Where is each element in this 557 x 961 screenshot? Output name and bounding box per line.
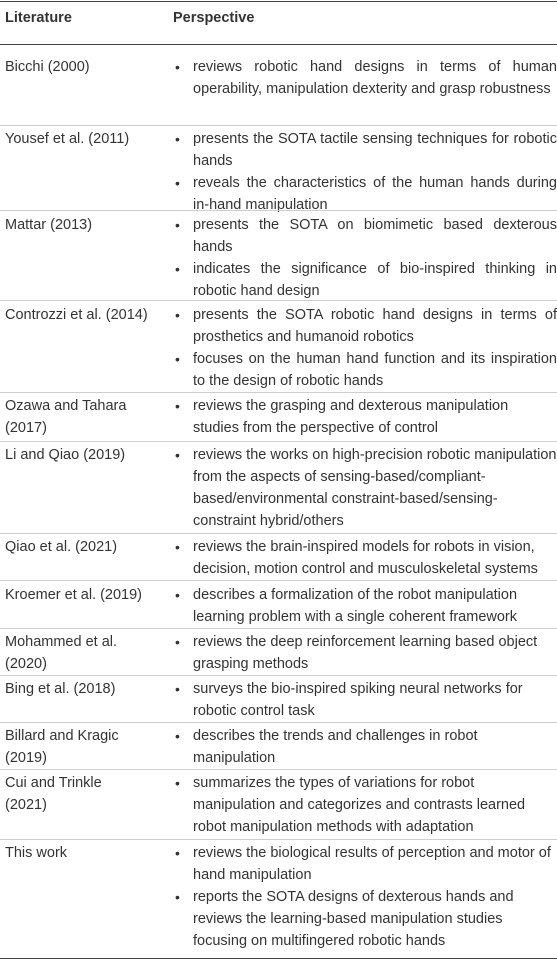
table-row-literature: Ozawa and Tahara (2017) [5, 398, 127, 436]
header-literature: Literature [5, 10, 72, 26]
list-item: • summarizes the types of variations for robot manipulation and categorizes and contrasts learned robot manipulation methods with adaptation [175, 775, 526, 835]
table-row-perspective [173, 56, 557, 100]
table-row-perspective [173, 772, 557, 838]
table-row-literature: Mattar (2013) [5, 217, 93, 233]
list-item: • presents the SOTA tactile sensing techniques for robotic hands [175, 131, 557, 169]
list-item: • reviews the biological results of perception and motor of hand manipulation [175, 845, 551, 883]
row-divider [0, 441, 557, 442]
table-row-perspective [173, 304, 557, 392]
row-divider [0, 210, 557, 211]
table-row-perspective [173, 725, 557, 769]
table-row-literature: This work [5, 845, 68, 861]
table-row-literature: Yousef et al. (2011) [5, 131, 130, 147]
header-perspective: Perspective [173, 10, 255, 26]
table-row-perspective [173, 631, 557, 675]
table-row-literature: Qiao et al. (2021) [5, 539, 118, 555]
list-item: • presents the SOTA robotic hand designs in terms of prosthetics and humanoid robotics [175, 307, 557, 345]
table-header-rule [0, 44, 557, 45]
list-item: • describes a formalization of the robot manipulation learning problem with a single coherent framework [175, 587, 518, 625]
table-row-perspective [173, 536, 557, 580]
list-item: • indicates the significance of bio-inspired thinking in robotic hand design [175, 261, 557, 299]
list-item: • focuses on the human hand function and its inspiration to the design of robotic hands [175, 351, 557, 389]
table-row-literature: Mohammed et al. (2020) [5, 634, 118, 672]
list-item: • describes the trends and challenges in robot manipulation [175, 728, 478, 766]
row-divider [0, 300, 557, 301]
list-item: • reports the SOTA designs of dexterous hands and reviews the learning-based manipulation studies focusing on multifingered robotic hands [175, 889, 514, 949]
row-divider [0, 839, 557, 840]
table-row-perspective [173, 444, 557, 532]
row-divider [0, 628, 557, 629]
table-row-literature: Li and Qiao (2019) [5, 447, 126, 463]
table-row-perspective [173, 128, 557, 216]
table-row-perspective [173, 214, 557, 302]
list-item: • reviews the deep reinforcement learning based object grasping methods [175, 634, 538, 672]
table-row-literature: Bing et al. (2018) [5, 681, 116, 697]
list-item: • reveals the characteristics of the human hands during in-hand manipulation [175, 175, 557, 213]
table-row-literature: Cui and Trinkle (2021) [5, 775, 102, 813]
table-row-literature: Kroemer et al. (2019) [5, 587, 143, 603]
table-row-perspective [173, 395, 557, 439]
table-row-perspective [173, 584, 557, 628]
list-item: • reviews the brain-inspired models for robots in vision, decision, motion control and musculoskeletal systems [175, 539, 538, 577]
row-divider [0, 533, 557, 534]
list-item: • presents the SOTA on biomimetic based dexterous hands [175, 217, 557, 255]
table-row-literature: Billard and Kragic (2019) [5, 728, 119, 766]
list-item: • surveys the bio-inspired spiking neural networks for robotic control task [175, 681, 523, 719]
row-divider [0, 125, 557, 126]
list-item: • reviews the grasping and dexterous manipulation studies from the perspective of control [175, 398, 509, 436]
table-row-perspective [173, 678, 557, 722]
table-bottom-rule [0, 958, 557, 959]
row-divider [0, 722, 557, 723]
row-divider [0, 580, 557, 581]
row-divider [0, 675, 557, 676]
table-row-literature: Bicchi (2000) [5, 59, 90, 75]
row-divider [0, 392, 557, 393]
table-row-perspective [173, 842, 557, 952]
list-item: • reviews robotic hand designs in terms of human operability, manipulation dexterity and grasp robustness [175, 59, 557, 97]
table-top-rule [0, 1, 557, 2]
table-row-literature: Controzzi et al. (2014) [5, 307, 148, 323]
row-divider [0, 769, 557, 770]
list-item: • reviews the works on high-precision robotic manipulation from the aspects of sensing-based/compliant-based/environmental constraint-based/sensing-constraint hybrid/others [175, 447, 557, 529]
